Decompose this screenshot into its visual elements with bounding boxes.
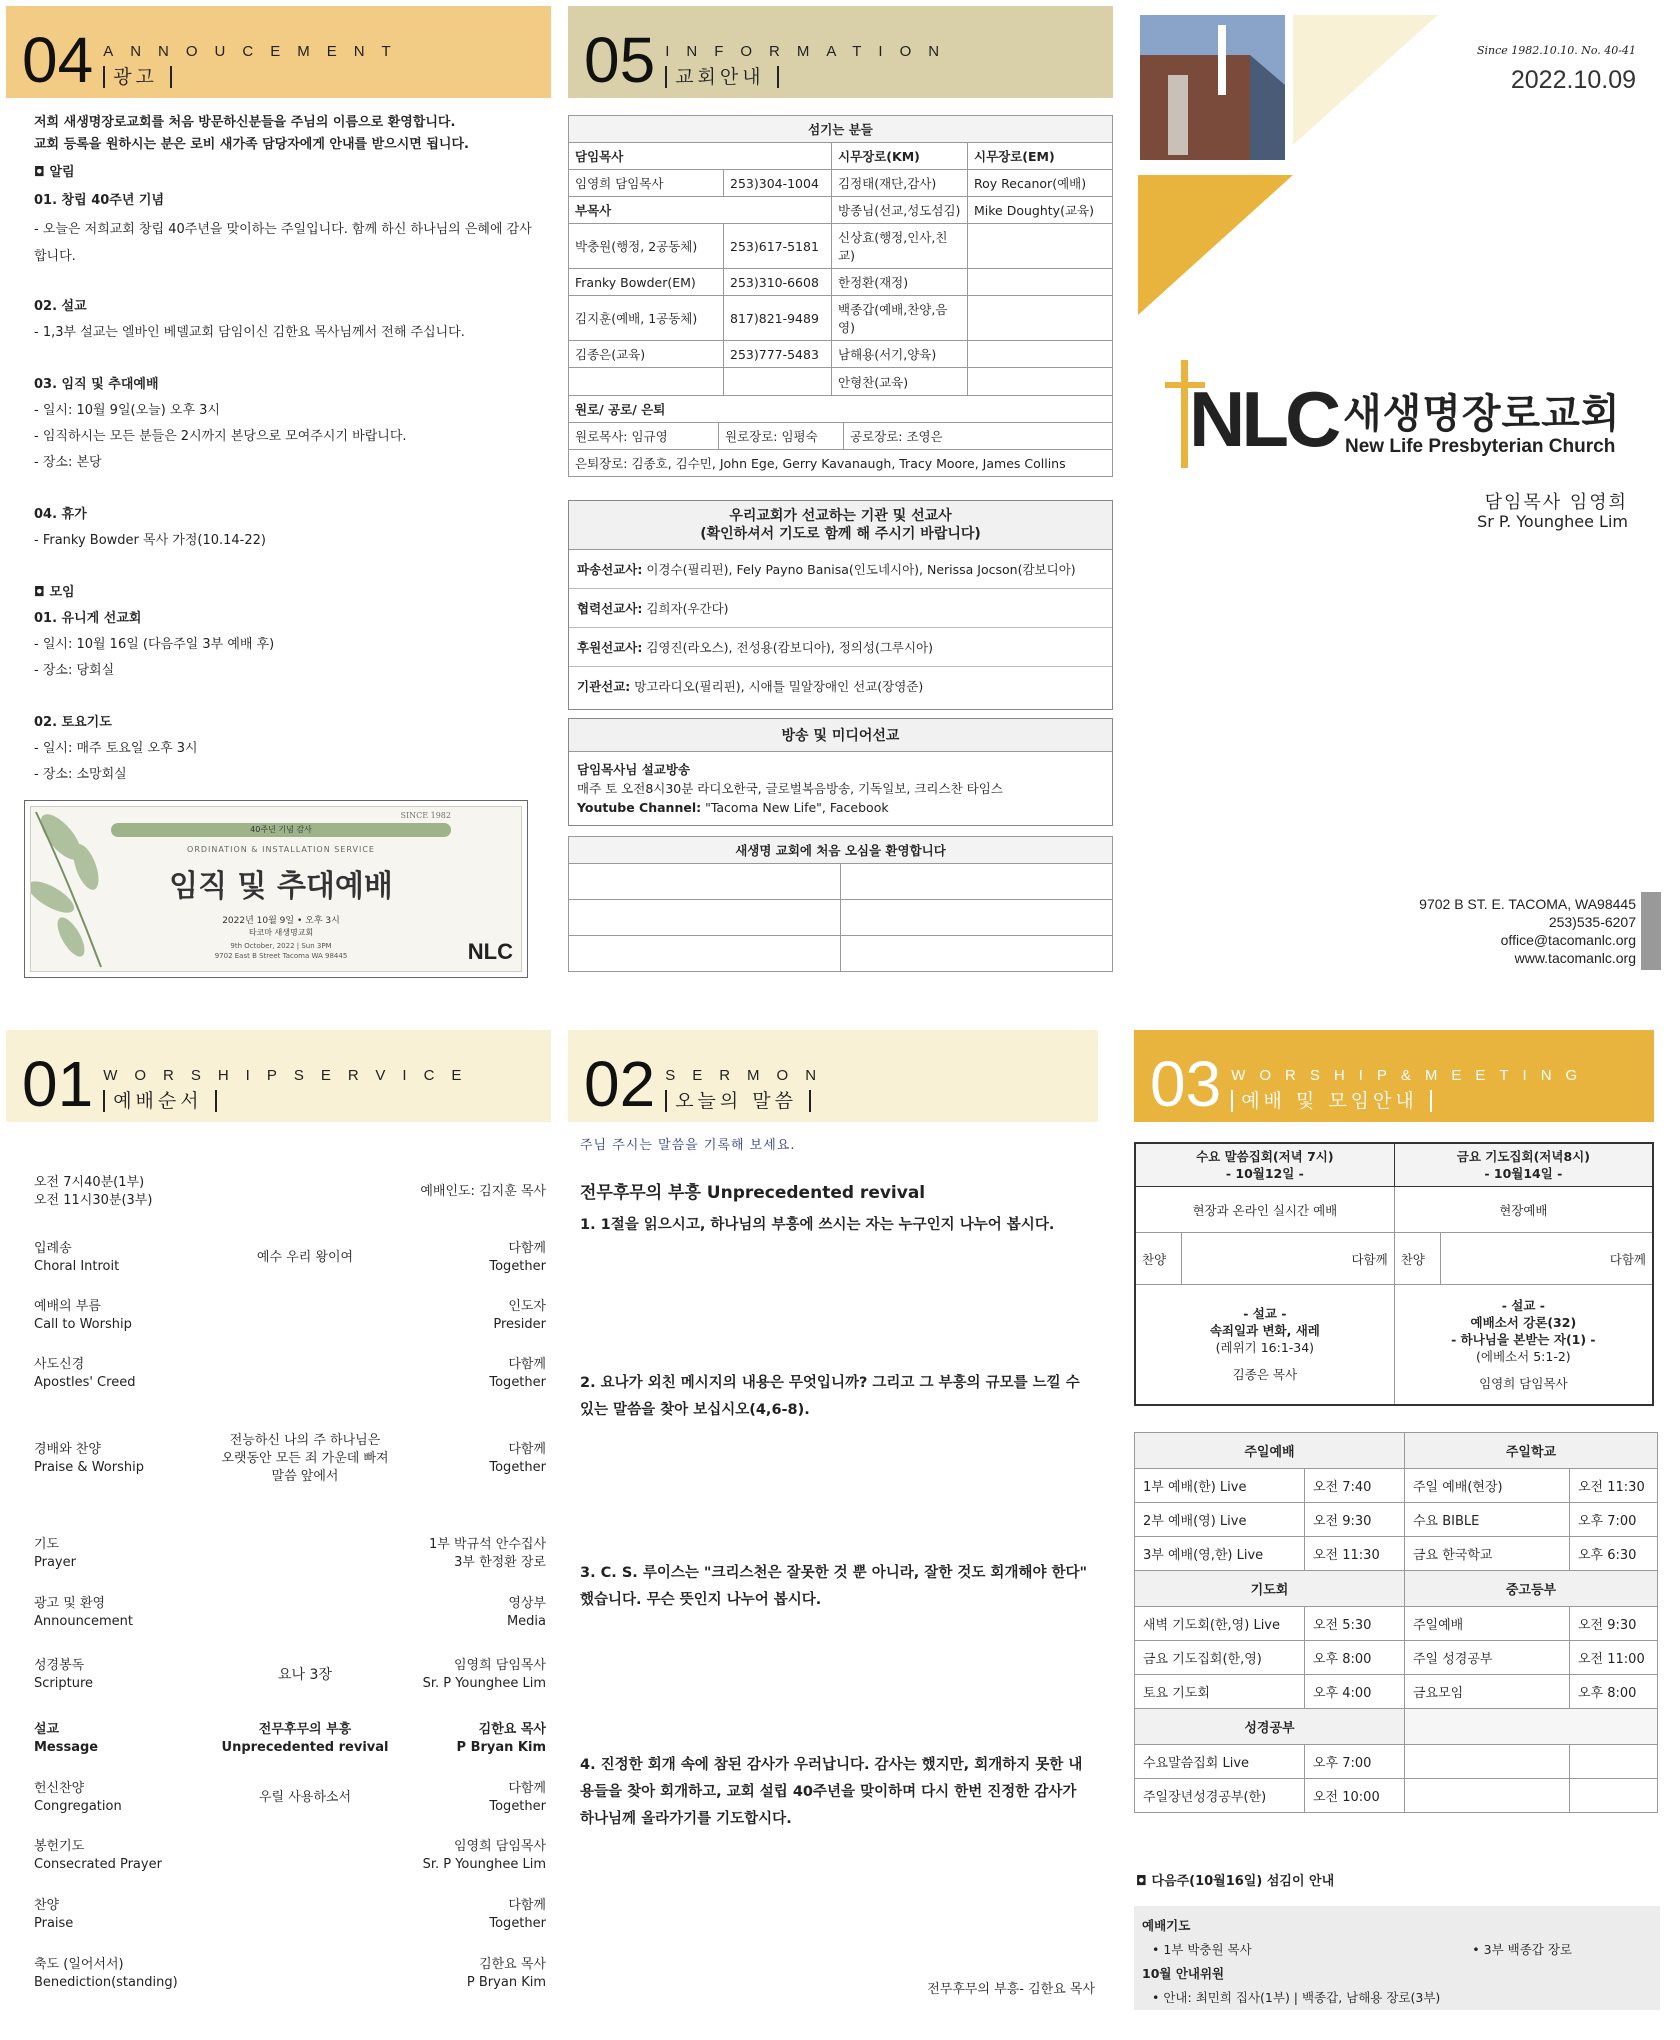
staff-cell: 253)617-5181	[724, 224, 832, 269]
section-number: 03	[1150, 1048, 1222, 1120]
next-week-heading: ◘ 다음주(10월16일) 섬김이 안내	[1136, 1874, 1335, 1889]
section-title-ko: 오늘의 말씀	[665, 1090, 811, 1112]
worship-item-en: Announcement	[34, 1614, 133, 1629]
church-phone: 253)535-6207	[1548, 914, 1636, 930]
cover-graphic	[1138, 15, 1658, 325]
hymn-value: 다함께	[1181, 1233, 1394, 1285]
empty-cell	[1405, 1745, 1570, 1779]
pastor-name-ko: 담임목사 임영희	[1484, 492, 1628, 513]
usher-heading: 10월 안내위원	[1142, 1966, 1225, 1981]
sermon-question: 3. C. S. 루이스는 "크리스천은 잘못한 것 뿐 아니라, 잘한 것도 회개해야 한다" 했습니다. 무슨 뜻인지 나누어 봅시다.	[580, 1565, 1088, 1608]
worship-item-ko: 헌신찬양	[34, 1781, 85, 1796]
sermon-footer: 전무후무의 부흥- 김한요 목사	[927, 1982, 1095, 1997]
mission-label: 기관선교:	[577, 679, 631, 694]
worship-item	[34, 1432, 546, 1486]
welcome-table	[568, 836, 1113, 972]
schedule-item: 3부 예배(영,한) Live	[1135, 1537, 1305, 1571]
fri-service-title: 금요 기도집회(저녁8시)	[1456, 1149, 1590, 1164]
notice-title: 02. 설교	[34, 299, 87, 314]
staff-cell	[968, 269, 1113, 296]
prayer-heading: 예배기도	[1142, 1918, 1191, 1933]
announcement-body	[34, 112, 544, 786]
worship-item-leader: 다함께	[508, 1357, 546, 1372]
worship-item-leader: 임영희 담임목사	[453, 1839, 546, 1854]
worship-item-leader: 다함께	[508, 1241, 546, 1256]
service-time-row	[34, 1174, 546, 1210]
schedule-item: 새벽 기도회(한,영) Live	[1135, 1607, 1305, 1641]
section-header-worship-meeting	[1134, 1030, 1654, 1122]
media-title: 방송 및 미디어선교	[569, 719, 1112, 752]
worship-item-leader-en: Presider	[493, 1317, 546, 1332]
worship-item	[34, 1240, 546, 1276]
section-title-en: SERMON	[665, 1067, 834, 1084]
hymn-label: 찬양	[1394, 1233, 1440, 1285]
staff-cell: 백종갑(예배,찬양,음영)	[832, 296, 968, 341]
worship-item-leader: 인도자	[508, 1299, 546, 1314]
sermon-passage: (레위기 16:1-34)	[1215, 1340, 1315, 1356]
fri-service-mode: 현장예배	[1394, 1187, 1653, 1233]
sermon-title: 속죄일과 변화, 새레	[1209, 1323, 1320, 1339]
worship-item	[34, 1536, 546, 1572]
notice-text: - 임직하시는 모든 분들은 2시까지 본당으로 모여주시기 바랍니다.	[34, 429, 407, 444]
notice-title: 01. 창립 40주년 기념	[34, 193, 165, 208]
staff-table	[568, 115, 1113, 477]
welcome-cell	[840, 864, 1112, 900]
worship-item-ko: 찬양	[34, 1898, 60, 1913]
worship-item-en: Choral Introit	[34, 1259, 120, 1274]
notice-text: - 1,3부 설교는 엘바인 베델교회 담임이신 김한요 목사님께서 전해 주십니다.	[34, 325, 465, 340]
media-heading: 담임목사님 설교방송	[577, 762, 691, 777]
worship-item-ko: 광고 및 환영	[34, 1596, 106, 1611]
church-name-ko: 새생명장로교회	[1343, 391, 1621, 437]
section-title-ko: 광고	[103, 66, 172, 88]
col-associate-pastor: 부목사	[569, 197, 832, 224]
mission-row	[569, 589, 1112, 628]
worship-item-content: 예수 우리 왕이여	[256, 1250, 354, 1265]
worship-item-en: Apostles' Creed	[34, 1375, 136, 1390]
worship-item-en: Message	[34, 1740, 99, 1755]
sermon-preacher: 김종은 목사	[1232, 1367, 1298, 1383]
banner-place: 타코마 새생명교회	[248, 928, 314, 937]
staff-cell: 817)821-9489	[724, 296, 832, 341]
empty-cell	[1570, 1779, 1658, 1813]
mission-label: 협력선교사:	[577, 601, 643, 616]
retired-elders: 은퇴장로: 김종호, 김수민, John Ege, Gerry Kavanaugh, Tracy Moore, James Collins	[569, 450, 1113, 477]
schedule-time: 오후 8:00	[1305, 1641, 1405, 1675]
service-time: 오전 7시40분(1부)	[34, 1175, 145, 1190]
worship-item	[34, 1356, 546, 1392]
schedule-time: 오전 7:40	[1305, 1469, 1405, 1503]
worship-item-leader: 김한요 목사	[478, 1722, 546, 1737]
staff-cell	[968, 224, 1113, 269]
schedule-item: 주일 예배(현장)	[1405, 1469, 1570, 1503]
church-name-en: New Life Presbyterian Church	[1345, 436, 1616, 457]
cover-side-bar	[1641, 892, 1661, 970]
wed-sermon	[1135, 1285, 1394, 1405]
col-elder-em: 시무장로(EM)	[968, 143, 1113, 170]
worship-item-ko: 입례송	[34, 1241, 72, 1256]
meeting-text: - 일시: 10월 16일 (다음주일 3부 예배 후)	[34, 637, 275, 652]
schedule-time: 오전 5:30	[1305, 1607, 1405, 1641]
pastor-name-en: Sr P. Younghee Lim	[1477, 512, 1628, 531]
sermon-tagline: 주님 주시는 말씀을 기록해 보세요.	[580, 1138, 796, 1153]
church-logo	[1165, 360, 1645, 480]
sermon-question: 2. 요나가 외친 메시지의 내용은 무엇입니까? 그리고 그 부흥의 규모를 느낄 수 있는 말씀을 찾아 보십시오(4,6-8).	[580, 1375, 1080, 1418]
worship-item-leader-en: P Bryan Kim	[466, 1975, 546, 1990]
worship-item-leader-en: Together	[489, 1916, 546, 1931]
sermon-question: 1. 1절을 읽으시고, 하나님의 부흥에 쓰시는 자는 누구인지 나누어 봅시다.	[580, 1217, 1055, 1233]
staff-cell	[968, 296, 1113, 341]
section-header-information	[568, 6, 1113, 98]
section-number: 04	[22, 24, 94, 96]
section-number: 05	[584, 24, 656, 96]
service-leader: 예배인도: 김지훈 목사	[420, 1184, 546, 1199]
worship-item-ko: 성경봉독	[34, 1658, 85, 1673]
mission-label: 후원선교사:	[577, 640, 643, 655]
worship-item-ko: 봉헌기도	[34, 1839, 85, 1854]
wed-service-title: 수요 말씀집회(저녁 7시)	[1196, 1149, 1334, 1164]
welcome-cell	[840, 900, 1112, 936]
worship-item-leader: 다함께	[508, 1442, 546, 1457]
section-title-en: INFORMATION	[665, 43, 957, 60]
logo-mark: NLC	[1189, 375, 1338, 463]
staff-cell	[569, 368, 724, 396]
church-email: office@tacomanlc.org	[1500, 932, 1636, 948]
notice-text: - 장소: 본당	[34, 455, 102, 470]
notice-text: - Franky Bowder 목사 가정(10.14-22)	[34, 533, 266, 548]
mission-row	[569, 550, 1112, 589]
staff-cell: 253)310-6608	[724, 269, 832, 296]
media-schedule: 매주 토 오전8시30분 라디오한국, 글로벌복음방송, 기독일보, 크리스찬 타임스	[577, 781, 1003, 796]
usher-names: 안내: 최민희 집사(1부) | 백종갑, 남해용 장로(3부)	[1163, 1990, 1441, 2005]
worship-item-content: 요나 3장	[278, 1667, 332, 1683]
schedule-time: 오전 11:30	[1570, 1469, 1658, 1503]
intro-line: 교회 등록을 원하시는 분은 로비 새가족 담당자에게 안내를 받으시면 됩니다.	[34, 137, 469, 152]
worship-item-ko: 사도신경	[34, 1357, 85, 1372]
schedule-item: 수요 BIBLE	[1405, 1503, 1570, 1537]
worship-item-leader-en: P Bryan Kim	[456, 1740, 546, 1755]
sermon-subtitle: - 하나님을 본받는 자(1) -	[1451, 1331, 1596, 1347]
notice-heading: ◘ 알림	[34, 165, 75, 180]
wed-service-head	[1135, 1143, 1394, 1187]
schedule-time: 오전 10:00	[1305, 1779, 1405, 1813]
meeting-title: 01. 유니게 선교회	[34, 611, 142, 626]
mission-value: 망고라디오(필리핀), 시애틀 밀알장애인 선교(장영준)	[630, 679, 924, 694]
staff-cell: Roy Recanor(예배)	[968, 170, 1113, 197]
wed-service-mode: 현장과 온라인 실시간 예배	[1135, 1187, 1394, 1233]
wed-service-date: - 10월12일 -	[1225, 1166, 1304, 1181]
banner-logo: NLC	[467, 939, 513, 964]
worship-item-en: Call to Worship	[34, 1317, 132, 1332]
missions-box	[568, 500, 1113, 710]
banner-address: 9702 East B Street Tacoma WA 98445	[214, 952, 348, 960]
banner-title: 임직 및 추대예배	[169, 869, 393, 904]
staff-cell: 신상효(행정,인사,친교)	[832, 224, 968, 269]
staff-cell: 김정태(재단,감사)	[832, 170, 968, 197]
staff-cell: 253)777-5483	[724, 341, 832, 368]
worship-item-leader-en: Together	[489, 1259, 546, 1274]
section-title-en: ANNOUCEMENT	[103, 43, 408, 60]
schedule-time: 오전 9:30	[1305, 1503, 1405, 1537]
schedule-time: 오후 8:00	[1570, 1675, 1658, 1709]
leaf-decoration-icon	[31, 807, 121, 972]
fri-sermon	[1394, 1285, 1653, 1405]
section-title-ko: 교회안내	[665, 66, 778, 88]
worship-item-leader-en: Sr. P Younghee Lim	[422, 1857, 546, 1872]
cover-date: 2022.10.09	[1510, 66, 1636, 94]
mission-value: 김희자(우간다)	[642, 601, 729, 616]
meeting-text: - 장소: 소망회실	[34, 767, 127, 782]
staff-cell: 임영희 담임목사	[569, 170, 724, 197]
elder-cell: 원로장로: 임평숙	[719, 423, 844, 450]
church-contact	[1340, 895, 1636, 967]
staff-cell: 박충원(행정, 2공동체)	[569, 224, 724, 269]
schedule-heading: 주일예배	[1135, 1433, 1405, 1469]
schedule-time: 오후 7:00	[1305, 1745, 1405, 1779]
sermon-title: 예배소서 강론(32)	[1470, 1314, 1577, 1330]
usher-line: • 안내: 최민희 집사(1부) | 백종갑, 남해용 장로(3부)	[1152, 1990, 1441, 2005]
worship-item-ko: 예배의 부름	[34, 1299, 101, 1314]
welcome-cell	[569, 936, 841, 972]
worship-item-content: 전능하신 나의 주 하나님은 오랫동안 모든 죄 가운데 빠져 말씀 앞에서	[221, 1433, 389, 1484]
worship-item-leader-en: Together	[489, 1799, 546, 1814]
schedule-time: 오전 11:00	[1570, 1641, 1658, 1675]
notice-title: 04. 휴가	[34, 507, 87, 522]
worship-item-leader-en: Media	[506, 1614, 546, 1629]
church-photo-icon	[1138, 15, 1658, 325]
schedule-item: 토요 기도회	[1135, 1675, 1305, 1709]
schedule-item: 1부 예배(한) Live	[1135, 1469, 1305, 1503]
worship-item-leader: 다함께	[508, 1898, 546, 1913]
worship-item-en: Prayer	[34, 1555, 76, 1570]
cover-since: Since 1982.10.10. No. 40-41	[1476, 44, 1636, 57]
staff-cell: 남해용(서기,양육)	[832, 341, 968, 368]
banner-date-en: 9th October, 2022 | Sun 3PM	[230, 942, 332, 950]
meeting-text: - 일시: 매주 토요일 오후 3시	[34, 741, 198, 756]
section-header-announcement	[6, 6, 551, 98]
worship-item-leader-en: Sr. P Younghee Lim	[422, 1676, 546, 1691]
hymn-value: 다함께	[1440, 1233, 1653, 1285]
prayer-1: • 1부 박충원 목사	[1152, 1942, 1252, 1957]
section-title-en: WORSHIP&MEETING	[1231, 1067, 1592, 1084]
fri-service-date: - 10월14일 -	[1484, 1166, 1563, 1181]
youtube-label: Youtube Channel:	[577, 800, 702, 815]
ordination-banner	[24, 800, 528, 978]
elder-cell: 공로장로: 조영은	[844, 423, 1113, 450]
meeting-title: 02. 토요기도	[34, 715, 112, 730]
worship-item	[34, 1956, 546, 1992]
prayer-3: • 3부 백종갑 장로	[1472, 1942, 1572, 1957]
worship-item	[34, 1721, 546, 1757]
schedule-item: 주일예배	[1405, 1607, 1570, 1641]
empty-cell	[1405, 1779, 1570, 1813]
missions-subtitle: (확인하셔서 기도로 함께 해 주시기 바랍니다)	[700, 526, 981, 542]
worship-item-leader: 임영희 담임목사	[453, 1658, 546, 1673]
worship-item-ko: 기도	[34, 1537, 60, 1552]
elder-cell: 원로목사: 임규영	[569, 423, 719, 450]
welcome-cell	[569, 864, 841, 900]
worship-item-en: Consecrated Prayer	[34, 1857, 162, 1872]
staff-cell: 김지훈(예배, 1공동체)	[569, 296, 724, 341]
worship-item-ko: 축도 (일어서서)	[34, 1957, 124, 1972]
col-senior-pastor: 담임목사	[569, 143, 832, 170]
staff-cell: 김종은(교육)	[569, 341, 724, 368]
section-title-ko: 예배 및 모임안내	[1231, 1090, 1432, 1112]
notice-text: - 일시: 10월 9일(오늘) 오후 3시	[34, 403, 220, 418]
staff-cell: 안형찬(교육)	[832, 368, 968, 396]
welcome-cell	[569, 900, 841, 936]
notice-title: 03. 임직 및 추대예배	[34, 377, 159, 392]
fri-service-head	[1394, 1143, 1653, 1187]
prayer-1-name: 1부 박충원 목사	[1163, 1942, 1252, 1957]
sermon-passage: (에베소서 5:1-2)	[1476, 1348, 1571, 1364]
staff-cell: 253)304-1004	[724, 170, 832, 197]
col-elder-km: 시무장로(KM)	[832, 143, 968, 170]
staff-cell	[968, 368, 1113, 396]
schedule-item: 금요 기도집회(한,영)	[1135, 1641, 1305, 1675]
worship-item	[34, 1657, 546, 1693]
hymn-label: 찬양	[1135, 1233, 1181, 1285]
schedule-heading: 중고등부	[1405, 1571, 1658, 1607]
banner-subtitle: 40주년 기념 감사	[111, 823, 451, 837]
prayer-3-name: 3부 백종갑 장로	[1483, 1942, 1572, 1957]
worship-item	[34, 1838, 546, 1874]
church-address: 9702 B ST. E. TACOMA, WA98445	[1419, 896, 1636, 912]
worship-item-en: Scripture	[34, 1676, 94, 1691]
service-time: 오전 11시30분(3부)	[34, 1193, 153, 1208]
welcome-title: 새생명 교회에 처음 오심을 환영합니다	[569, 837, 1113, 864]
worship-item	[34, 1780, 546, 1816]
sermon-question: 4. 진정한 회개 속에 참된 감사가 우러납니다. 감사는 했지만, 회개하지 못한 내용들을 찾아 회개하고, 교회 설립 40주년을 맞이하며 다시 한번 진정한 감사가 하나님께 올라가기를 기도합시다.	[580, 1757, 1083, 1827]
mission-row	[569, 667, 1112, 705]
empty-cell	[1405, 1709, 1658, 1745]
sermon-label: - 설교 -	[1501, 1297, 1545, 1313]
section-header-sermon	[568, 1030, 1098, 1122]
banner-en-title: ORDINATION & INSTALLATION SERVICE	[187, 845, 375, 854]
church-website: www.tacomanlc.org	[1514, 950, 1636, 966]
elders-heading: 원로/ 공로/ 은퇴	[569, 396, 1113, 423]
worship-item-content: 우릴 사용하소서	[258, 1790, 352, 1805]
banner-since: SINCE 1982	[400, 811, 451, 820]
section-header-worship-service	[6, 1030, 551, 1122]
staff-cell: 한정환(재정)	[832, 269, 968, 296]
section-number: 01	[22, 1048, 94, 1120]
section-title-en: WORSHIPSERVICE	[103, 1067, 479, 1084]
schedule-time: 오전 11:30	[1305, 1537, 1405, 1571]
mission-value: 이경수(필리핀), Fely Payno Banisa(인도네시아), Nerissa Jocson(캄보디아)	[642, 562, 1076, 577]
schedule-item: 수요말씀집회 Live	[1135, 1745, 1305, 1779]
notice-text: - 오늘은 저희교회 창립 40주년을 맞이하는 주일입니다. 함께 하신 하나님의 은혜에 감사합니다.	[34, 222, 532, 264]
next-week-box	[1134, 1906, 1660, 2010]
worship-item-leader-en: Together	[489, 1375, 546, 1390]
weekly-schedule-table	[1134, 1432, 1658, 1813]
schedule-time: 오전 9:30	[1570, 1607, 1658, 1641]
staff-cell: Franky Bowder(EM)	[569, 269, 724, 296]
worship-item-en: Praise	[34, 1916, 74, 1931]
section-title-ko: 예배순서	[103, 1090, 216, 1112]
worship-item-leader-en: Together	[489, 1460, 546, 1475]
midweek-table	[1134, 1142, 1654, 1406]
staff-cell	[724, 368, 832, 396]
schedule-time: 오후 4:00	[1305, 1675, 1405, 1709]
staff-cell: 방종님(선교,성도섬김)	[832, 197, 968, 224]
sermon-title: 전무후무의 부흥 Unprecedented revival	[580, 1183, 926, 1203]
sermon-label: - 설교 -	[1243, 1306, 1287, 1322]
mission-row	[569, 628, 1112, 667]
meeting-text: - 장소: 당회실	[34, 663, 115, 678]
worship-item-leader: 1부 박규석 안수집사	[429, 1537, 546, 1552]
staff-table-title: 섬기는 분들	[569, 116, 1113, 143]
schedule-time: 오후 7:00	[1570, 1503, 1658, 1537]
worship-item-leader-en: 3부 한정환 장로	[454, 1555, 546, 1570]
sermon-preacher: 임영희 담임목사	[1479, 1375, 1568, 1391]
worship-item-en: Benediction(standing)	[34, 1975, 178, 1990]
worship-item-ko: 경배와 찬양	[34, 1442, 101, 1457]
schedule-item: 주일장년성경공부(한)	[1135, 1779, 1305, 1813]
schedule-item: 금요모임	[1405, 1675, 1570, 1709]
worship-item-leader: 영상부	[508, 1596, 546, 1611]
banner-date: 2022년 10월 9일 • 오후 3시	[222, 916, 340, 926]
section-number: 02	[584, 1048, 656, 1120]
worship-item-leader: 다함께	[508, 1781, 546, 1796]
schedule-item: 주일 성경공부	[1405, 1641, 1570, 1675]
youtube-value: "Tacoma New Life", Facebook	[701, 800, 889, 815]
media-box	[568, 718, 1113, 826]
schedule-item: 금요 한국학교	[1405, 1537, 1570, 1571]
schedule-heading: 성경공부	[1135, 1709, 1405, 1745]
schedule-heading: 기도회	[1135, 1571, 1405, 1607]
schedule-item: 2부 예배(영) Live	[1135, 1503, 1305, 1537]
staff-cell: Mike Doughty(교육)	[968, 197, 1113, 224]
missions-title: 우리교회가 선교하는 기관 및 선교사	[729, 508, 952, 524]
worship-item-en: Praise & Worship	[34, 1460, 144, 1475]
worship-item-ko: 설교	[34, 1722, 60, 1737]
staff-cell	[968, 341, 1113, 368]
empty-cell	[1570, 1745, 1658, 1779]
worship-item	[34, 1298, 546, 1334]
worship-item	[34, 1897, 546, 1933]
worship-item-leader: 김한요 목사	[479, 1957, 546, 1972]
schedule-time: 오후 6:30	[1570, 1537, 1658, 1571]
meeting-heading: ◘ 모임	[34, 585, 75, 600]
worship-item	[34, 1595, 546, 1631]
mission-value: 김영진(라오스), 전성용(캄보디아), 정의성(그루시아)	[642, 640, 934, 655]
mission-label: 파송선교사:	[577, 562, 643, 577]
welcome-cell	[840, 936, 1112, 972]
worship-item-content: 전무후무의 부흥 Unprecedented revival	[221, 1722, 389, 1755]
worship-item-en: Congregation	[34, 1799, 122, 1814]
schedule-heading: 주일학교	[1405, 1433, 1658, 1469]
intro-line: 저희 새생명장로교회를 처음 방문하신분들을 주님의 이름으로 환영합니다.	[34, 115, 456, 130]
